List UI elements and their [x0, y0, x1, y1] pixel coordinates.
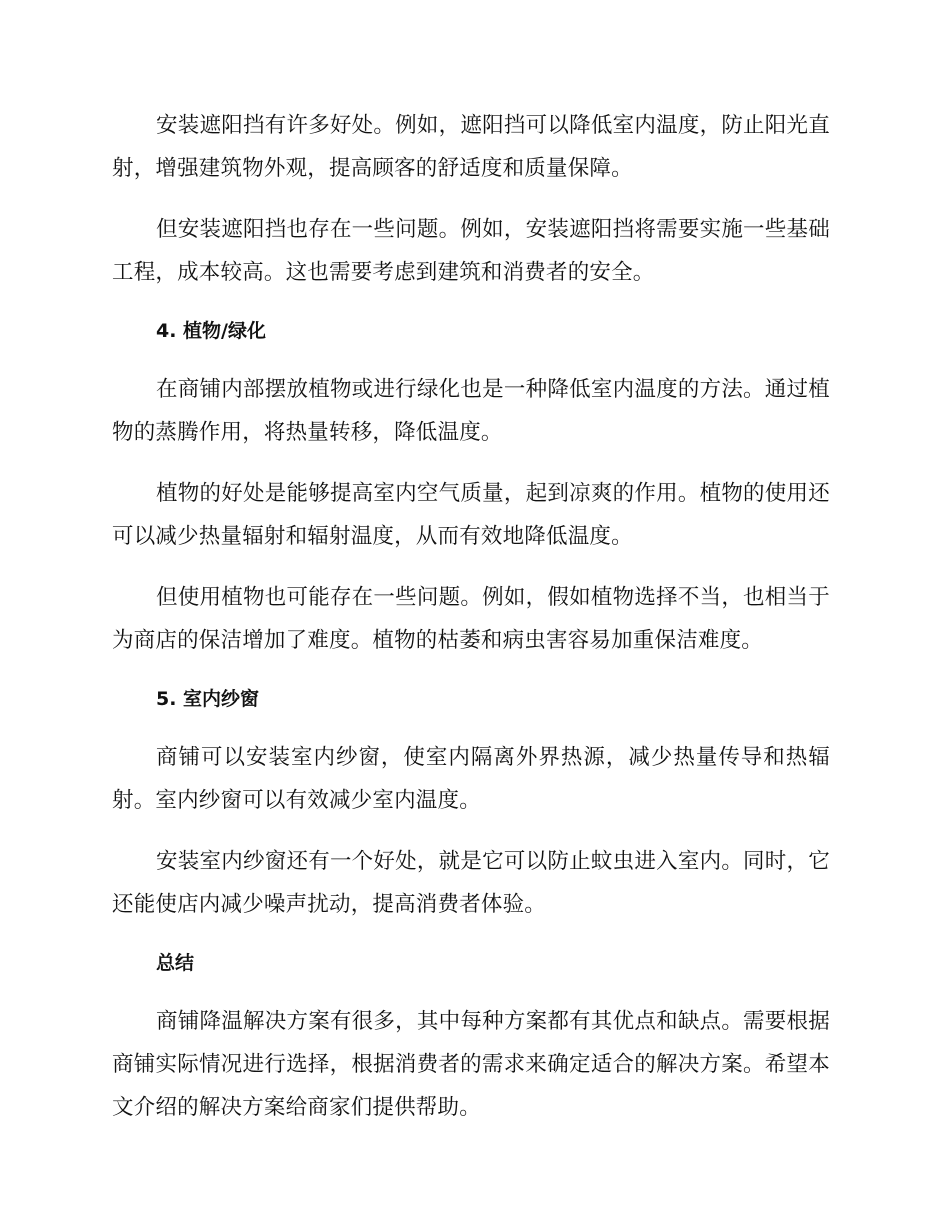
paragraph-screen-window-benefits: 安装室内纱窗还有一个好处，就是它可以防止蚊虫进入室内。同时，它还能使店内减少噪声扰动，提高消费者体验。: [112, 849, 830, 917]
paragraph-sunshade-problems: 但安装遮阳挡也存在一些问题。例如，安装遮阳挡将需要实施一些基础工程，成本较高。这也需要考虑到建筑和消费者的安全。: [112, 217, 830, 285]
paragraph-screen-window-method: 商铺可以安装室内纱窗，使室内隔离外界热源，减少热量传导和热辐射。室内纱窗可以有效减少室内温度。: [112, 745, 830, 813]
section-heading-plants: 4. 植物/绿化: [156, 320, 266, 342]
paragraph-summary: 商铺降温解决方案有很多，其中每种方案都有其优点和缺点。需要根据商铺实际情况进行选择，根据消费者的需求来确定适合的解决方案。希望本文介绍的解决方案给商家们提供帮助。: [112, 1009, 830, 1120]
paragraph-plants-method: 在商铺内部摆放植物或进行绿化也是一种降低室内温度的方法。通过植物的蒸腾作用，将热量转移，降低温度。: [112, 377, 830, 445]
paragraph-sunshade-benefits: 安装遮阳挡有许多好处。例如，遮阳挡可以降低室内温度，防止阳光直射，增强建筑物外观，提高顾客的舒适度和质量保障。: [112, 113, 830, 181]
section-heading-screen-window: 5. 室内纱窗: [156, 688, 260, 710]
document-page: [112, 104, 830, 1147]
section-heading-summary: 总结: [156, 952, 195, 974]
paragraph-plants-benefits: 植物的好处是能够提高室内空气质量，起到凉爽的作用。植物的使用还可以减少热量辐射和辐射温度，从而有效地降低温度。: [112, 481, 830, 549]
paragraph-plants-problems: 但使用植物也可能存在一些问题。例如，假如植物选择不当，也相当于为商店的保洁增加了难度。植物的枯萎和病虫害容易加重保洁难度。: [112, 585, 830, 653]
